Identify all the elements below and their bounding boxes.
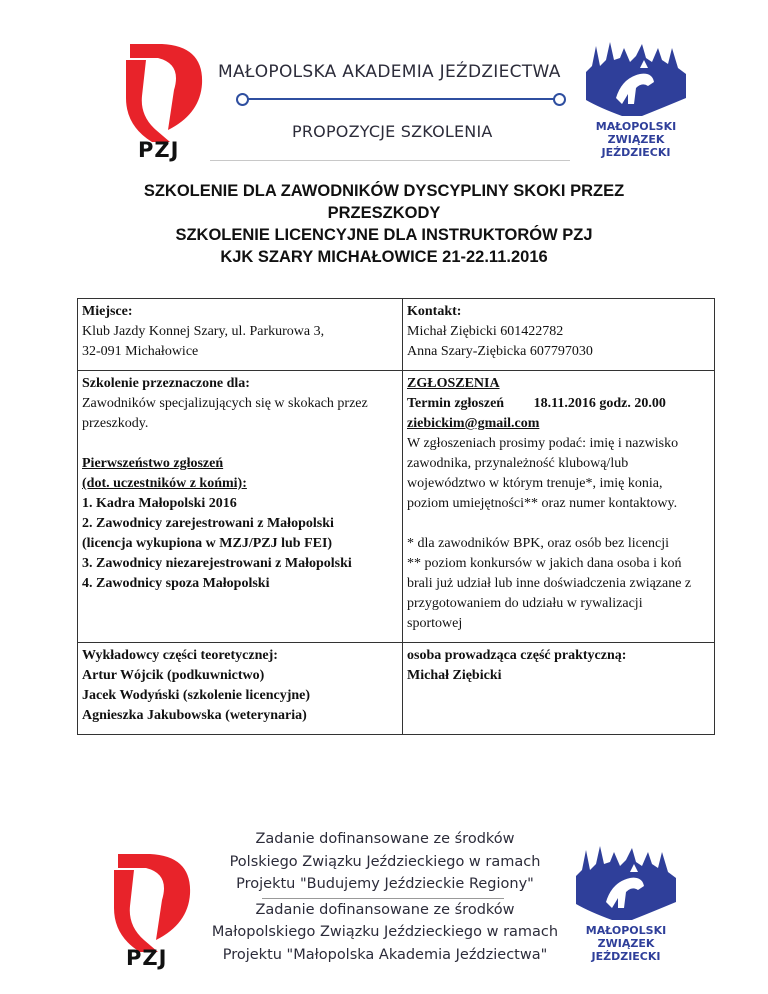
pzj-logo	[112, 38, 212, 168]
priority-heading: (dot. uczestników z końmi):	[82, 476, 247, 491]
contact-cell	[403, 299, 715, 371]
audience-cell	[78, 371, 403, 643]
header-separator	[210, 160, 570, 161]
title-line-2: PRZESZKODY	[327, 204, 441, 222]
practical-name: Michał Ziębicki	[407, 668, 502, 683]
practical-cell	[403, 643, 715, 735]
registration-cell	[403, 371, 715, 643]
registration-info-line: W zgłoszeniach prosimy podać: imię i nazwisko	[407, 436, 679, 451]
mzj-logo-line-1: MAŁOPOLSKI	[585, 924, 667, 937]
audience-line: przeszkody.	[82, 416, 149, 431]
lecturer-name: Jacek Wodyński (szkolenie licencyjne)	[82, 688, 311, 703]
lecturer-name: Artur Wójcik (podkuwnictwo)	[82, 668, 265, 683]
info-table	[77, 298, 715, 735]
header-line	[246, 98, 556, 100]
deadline-value: 18.11.2016 godz. 20.00	[533, 396, 666, 411]
audience-heading: Szkolenie przeznaczone dla:	[82, 376, 250, 391]
registration-note: * dla zawodników BPK, oraz osób bez licencji	[407, 536, 670, 551]
title-line-3: SZKOLENIE LICENCYJNE DLA INSTRUKTORÓW PZJ	[175, 226, 593, 244]
contact-heading: Kontakt:	[407, 304, 462, 319]
priority-item: (licencja wykupiona w MZJ/PZJ lub FEI)	[82, 536, 333, 551]
pzj-logo-text: PZJ	[126, 946, 168, 970]
funding-line: Projektu "Małopolska Akademia Jeździectwa"	[222, 946, 548, 963]
registration-info-line: zawodnika, przynależność klubową/lub	[407, 456, 629, 471]
place-heading: Miejsce:	[82, 304, 133, 319]
funding-line: Zadanie dofinansowane ze środków	[255, 831, 515, 847]
lecturers-cell	[78, 643, 403, 735]
priority-item: 1. Kadra Małopolski 2016	[82, 496, 237, 511]
registration-note: sportowej	[407, 616, 463, 631]
priority-item: 3. Zawodnicy niezarejestrowani z Małopolski	[82, 556, 352, 571]
registration-info-line: województwo w którym trenuje*, imię konia,	[407, 476, 663, 491]
registration-note: ** poziom konkursów w jakich dana osoba i koń	[407, 556, 682, 571]
doc-type: PROPOZYCJE SZKOLENIA	[292, 122, 493, 141]
mzj-logo-footer	[572, 842, 680, 972]
deadline-label: Termin zgłoszeń	[407, 396, 505, 411]
priority-item: 2. Zawodnicy zarejestrowani z Małopolski	[82, 516, 334, 531]
registration-heading: ZGŁOSZENIA	[407, 376, 500, 391]
place-cell	[78, 299, 403, 371]
registration-note: przygotowaniem do udziału w rywalizacji	[407, 596, 643, 611]
funding-line: Zadanie dofinansowane ze środków	[255, 901, 515, 918]
lecturer-name: Agnieszka Jakubowska (weterynaria)	[82, 708, 307, 723]
title-line-4: KJK SZARY MICHAŁOWICE 21-22.11.2016	[220, 248, 548, 266]
table-row	[78, 299, 715, 371]
place-line: Klub Jazdy Konnej Szary, ul. Parkurowa 3,	[82, 324, 325, 339]
contact-line: Michał Ziębicki 601422782	[407, 324, 564, 339]
table-row	[78, 643, 715, 735]
registration-email-link[interactable]: ziebickim@gmail.com	[407, 416, 540, 431]
mzj-logo-line-3: JEŹDZIECKI	[591, 950, 661, 963]
lecturers-heading: Wykładowcy części teoretycznej:	[82, 648, 278, 663]
place-line: 32-091 Michałowice	[82, 344, 199, 359]
practical-heading: osoba prowadząca część praktyczną:	[407, 648, 627, 663]
footer-separator	[262, 898, 504, 899]
audience-line: Zawodników specjalizujących się w skokach przez	[82, 396, 368, 411]
priority-heading: Pierwszeństwo zgłoszeń	[82, 456, 224, 471]
funding-line: Projektu "Budujemy Jeździeckie Regiony"	[236, 876, 534, 892]
org-title: MAŁOPOLSKA AKADEMIA JEŹDZIECTWA	[218, 62, 561, 82]
mzj-logo	[582, 38, 690, 168]
contact-line: Anna Szary-Ziębicka 607797030	[407, 344, 593, 359]
document-titles	[0, 180, 768, 268]
mzj-logo-line-2: ZWIĄZEK	[607, 133, 665, 146]
funding-line: Małopolskiego Związku Jeździeckiego w ramach	[211, 924, 559, 940]
mzj-logo-line-1: MAŁOPOLSKI	[595, 120, 677, 133]
header-line-dot-right	[553, 93, 566, 106]
mzj-logo-line-3: JEŹDZIECKI	[601, 146, 671, 159]
registration-deadline	[407, 394, 708, 414]
registration-info-line: poziom umiejętności** oraz numer kontaktowy.	[407, 496, 678, 511]
title-line-1: SZKOLENIE DLA ZAWODNIKÓW DYSCYPLINY SKOKI PRZEZ	[143, 182, 625, 200]
header-line-dot-left	[236, 93, 249, 106]
mzj-logo-line-2: ZWIĄZEK	[597, 937, 655, 950]
priority-item: 4. Zawodnicy spoza Małopolski	[82, 576, 270, 591]
funding-line: Polskiego Związku Jeździeckiego w ramach	[229, 853, 541, 870]
pzj-logo-text: PZJ	[138, 138, 180, 162]
table-row	[78, 371, 715, 643]
funding-note	[210, 828, 560, 966]
pzj-logo-footer	[100, 848, 200, 978]
registration-note: brali już udział lub inne doświadczenia związane z	[407, 576, 692, 591]
